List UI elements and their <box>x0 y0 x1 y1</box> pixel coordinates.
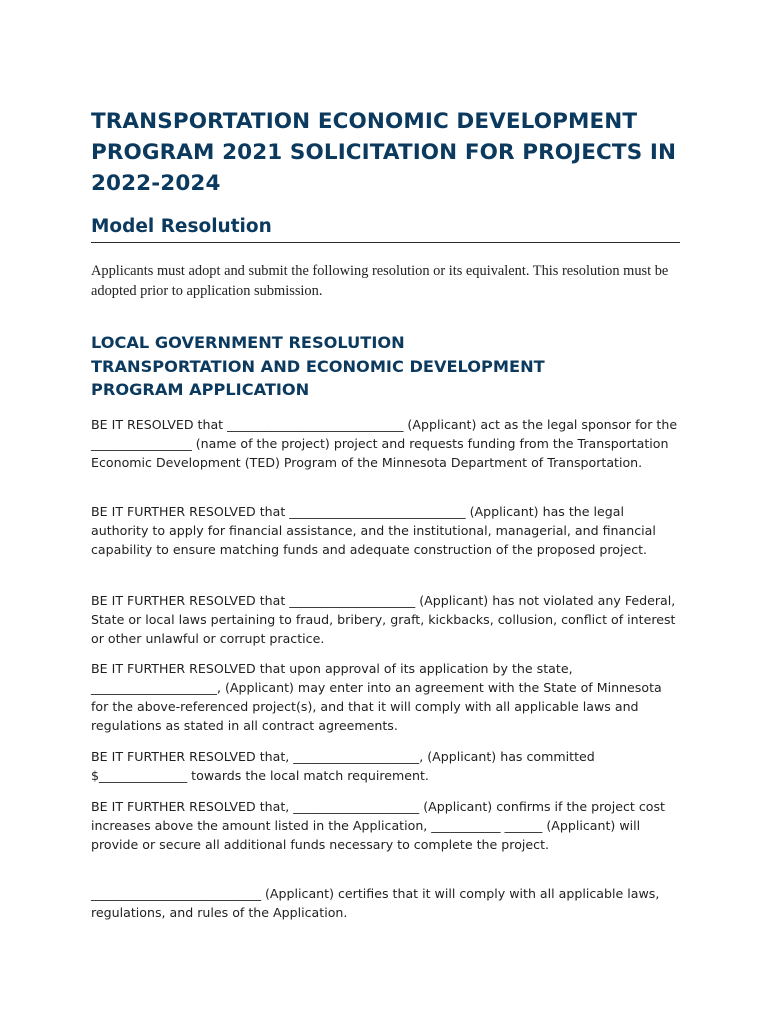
document-title: TRANSPORTATION ECONOMIC DEVELOPMENT PROGRAM 2021 SOLICITATION FOR PROJECTS IN 2022-2024 <box>91 109 677 196</box>
intro-text: Applicants must adopt and submit the following resolution or its equivalent. This resolution must be adopted prior to application submission. <box>91 263 669 299</box>
resolution-title-line-3: PROGRAM APPLICATION <box>91 380 310 399</box>
resolution-paragraph-1: BE IT RESOLVED that ____________________________ (Applicant) act as the legal sponsor for the ________________ (name of the project) project and requests funding from the Transportation Economic Development (TED) Program of the Minnesota Department of Transportation. <box>91 417 678 470</box>
resolution-paragraph-4: BE IT FURTHER RESOLVED that upon approval of its application by the state, ____________________, (Applicant) may enter into an agreement with the State of Minnesota for the above-referenced project(s), and that it will comply with all applicable laws and regulations as stated in all contract agreements. <box>91 661 662 733</box>
resolution-title-line-2: TRANSPORTATION AND ECONOMIC DEVELOPMENT <box>91 356 545 376</box>
resolution-paragraph-3: BE IT FURTHER RESOLVED that ____________________ (Applicant) has not violated any Federal, State or local laws pertaining to fraud, bribery, graft, kickbacks, collusion, conflict of interest or other unlawful or corrupt practice. <box>91 593 676 646</box>
resolution-paragraph-7: ___________________________ (Applicant) certifies that it will comply with all applicable laws, regulations, and rules of the Application. <box>91 886 660 920</box>
resolution-title-line-1: LOCAL GOVERNMENT RESOLUTION <box>91 333 405 352</box>
section-heading-rule <box>91 214 680 243</box>
resolution-paragraph-6: BE IT FURTHER RESOLVED that, ____________________ (Applicant) confirms if the project cost increases above the amount listed in the Application, ___________ ______ (Applicant) will provide or secure all additional funds necessary to complete the project. <box>91 799 665 852</box>
resolution-paragraph-5: BE IT FURTHER RESOLVED that, ____________________, (Applicant) has committed $______________ towards the local match requirement. <box>91 749 595 783</box>
section-heading: Model Resolution <box>91 216 272 237</box>
resolution-title <box>91 331 681 402</box>
resolution-paragraph-2: BE IT FURTHER RESOLVED that ____________________________ (Applicant) has the legal authority to apply for financial assistance, and the institutional, managerial, and financial capability to ensure matching funds and adequate construction of the proposed project. <box>91 504 656 557</box>
